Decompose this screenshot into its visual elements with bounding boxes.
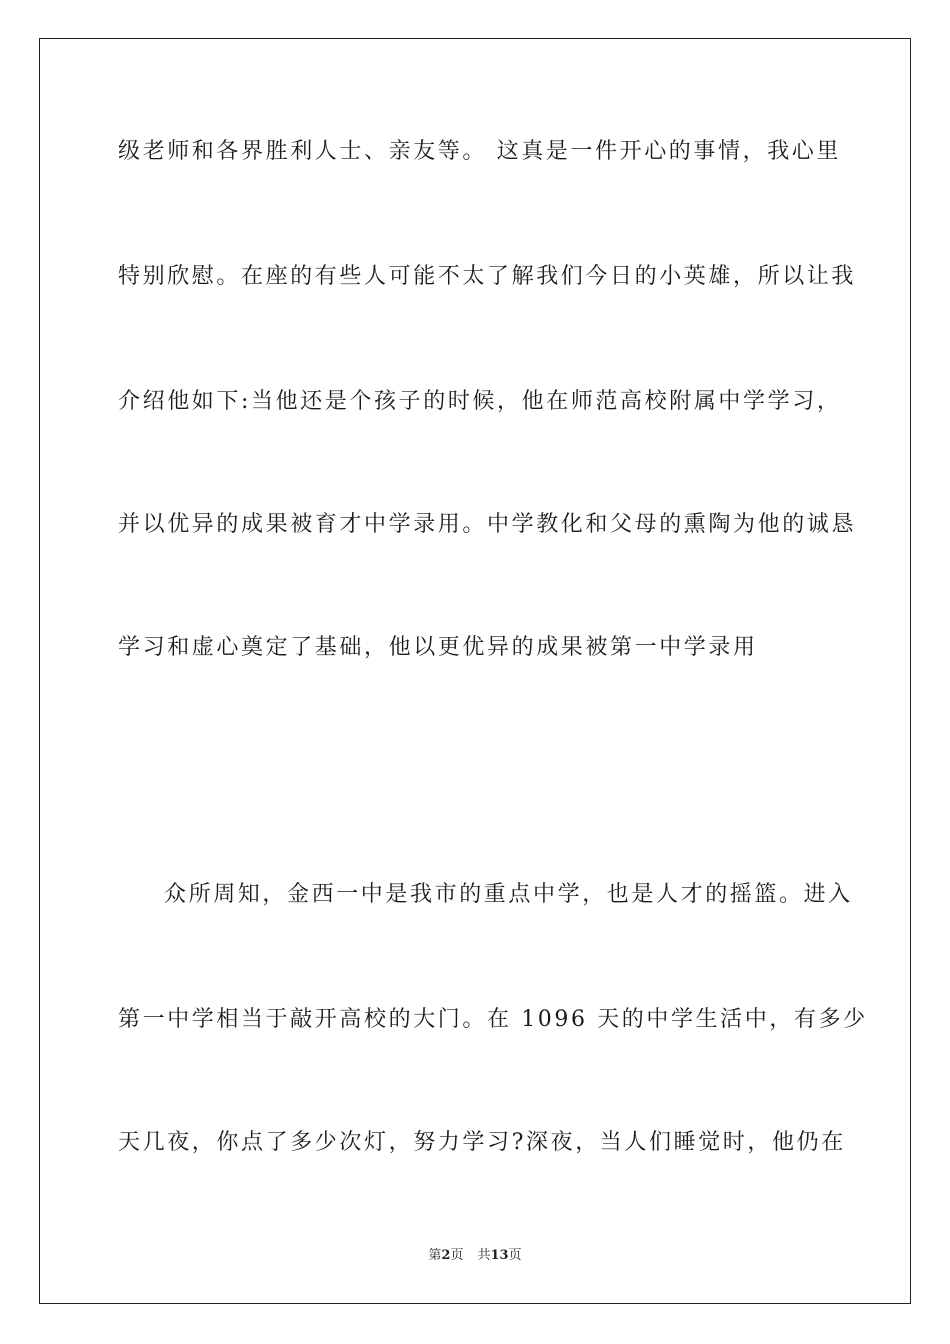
body-line-7: 第一中学相当于敲开高校的大门。在 1096 天的中学生活中，有多少 xyxy=(118,1007,868,1032)
footer-page-prefix: 第 xyxy=(428,1248,442,1263)
body-line-3: 介绍他如下:当他还是个孩子的时候，他在师范高校附属中学学习， xyxy=(118,389,842,414)
body-line-4: 并以优异的成果被育才中学录用。中学教化和父母的熏陶为他的诚恳 xyxy=(118,512,857,537)
footer-page-suffix: 页 xyxy=(450,1248,464,1263)
page-border xyxy=(39,38,911,1304)
body-line-2: 特别欣慰。在座的有些人可能不太了解我们今日的小英雄，所以让我 xyxy=(118,264,857,289)
body-line-1: 级老师和各界胜利人士、亲友等。 这真是一件开心的事情，我心里 xyxy=(118,139,841,164)
body-line-5: 学习和虚心奠定了基础，他以更优异的成果被第一中学录用 xyxy=(118,635,758,660)
footer-total-pages: 13 xyxy=(490,1248,509,1263)
page-footer xyxy=(0,1247,950,1265)
footer-total-suffix: 页 xyxy=(508,1248,522,1263)
footer-page-number: 2 xyxy=(441,1248,451,1263)
footer-total-prefix: 共 xyxy=(477,1248,491,1263)
body-line-8: 天几夜，你点了多少次灯，努力学习?深夜，当人们睡觉时，他仍在 xyxy=(118,1130,846,1155)
body-line-6: 众所周知，金西一中是我市的重点中学，也是人才的摇篮。进入 xyxy=(164,882,853,907)
